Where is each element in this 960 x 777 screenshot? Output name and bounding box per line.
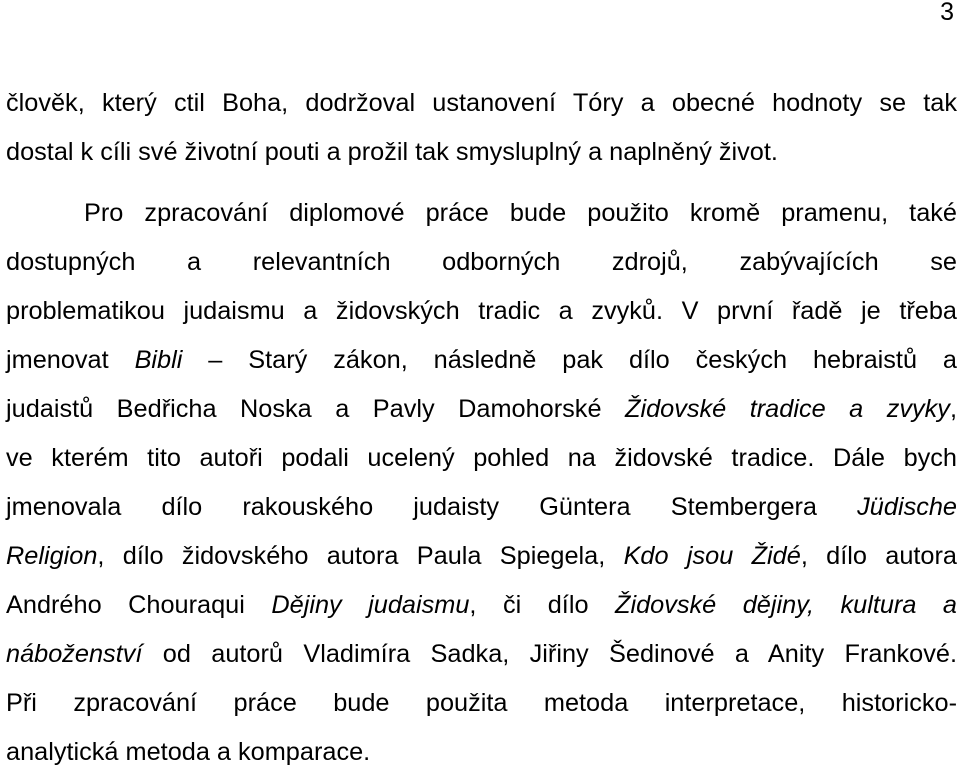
text-segment: od autorů Vladimíra Sadka, Jiřiny Šedinové a Anity Frankové. bbox=[142, 640, 957, 668]
text-segment: problematikou judaismu a židovských tradic a zvyků. V první řadě je třeba bbox=[6, 297, 957, 325]
paragraph-1 bbox=[6, 79, 957, 177]
text-segment: jmenovat bbox=[6, 346, 135, 374]
text-segment: jmenovala dílo rakouského judaisty Güntera Stembergera bbox=[6, 493, 858, 521]
page-number: 3 bbox=[940, 0, 954, 26]
italic-text: Religion bbox=[6, 542, 98, 570]
text-segment: člověk, který ctil Boha, dodržoval ustanovení Tóry a obecné hodnoty se tak bbox=[6, 89, 957, 117]
text-line bbox=[6, 581, 957, 630]
text-line bbox=[6, 385, 957, 434]
text-segment: judaistů Bedřicha Noska a Pavly Damohorské bbox=[6, 395, 626, 423]
text-line bbox=[6, 483, 957, 532]
italic-text: Dějiny judaismu bbox=[271, 591, 470, 619]
text-line bbox=[6, 679, 957, 728]
italic-text: náboženství bbox=[6, 640, 143, 668]
text-line bbox=[6, 189, 957, 238]
text-segment: , či dílo bbox=[469, 591, 616, 619]
text-line bbox=[6, 434, 957, 483]
text-line bbox=[6, 79, 957, 128]
text-segment: dostal k cíli své životní pouti a prožil tak smysluplný a naplněný život. bbox=[6, 138, 778, 166]
italic-text: Jüdische bbox=[857, 493, 957, 521]
text-segment: Pro zpracování diplomové práce bude použito kromě pramenu, také bbox=[84, 199, 957, 227]
text-segment: dostupných a relevantních odborných zdrojů, zabývajících se bbox=[6, 248, 957, 276]
italic-text: Bibli bbox=[134, 346, 183, 374]
text-segment: , dílo autora bbox=[800, 542, 957, 570]
text-line bbox=[6, 238, 957, 287]
paragraph-2 bbox=[6, 189, 957, 777]
text-line bbox=[6, 128, 957, 177]
text-segment: ve kterém tito autoři podali ucelený pohled na židovské tradice. Dále bych bbox=[6, 444, 957, 472]
text-line bbox=[6, 336, 957, 385]
text-segment: Andrého Chouraqui bbox=[6, 591, 272, 619]
italic-text: Kdo jsou Židé bbox=[623, 542, 801, 570]
text-line bbox=[6, 630, 957, 679]
italic-text: Židovské tradice a zvyky bbox=[625, 395, 950, 423]
text-segment: Při zpracování práce bude použita metoda interpretace, historicko- bbox=[6, 689, 957, 717]
text-line bbox=[6, 287, 957, 336]
text-segment: – Starý zákon, následně pak dílo českých hebraistů a bbox=[182, 346, 957, 374]
text-segment: , dílo židovského autora Paula Spiegela, bbox=[97, 542, 624, 570]
text-segment: , bbox=[949, 395, 957, 423]
text-line bbox=[6, 532, 957, 581]
text-segment: analytická metoda a komparace. bbox=[6, 738, 371, 766]
italic-text: Židovské dějiny, kultura a bbox=[615, 591, 957, 619]
